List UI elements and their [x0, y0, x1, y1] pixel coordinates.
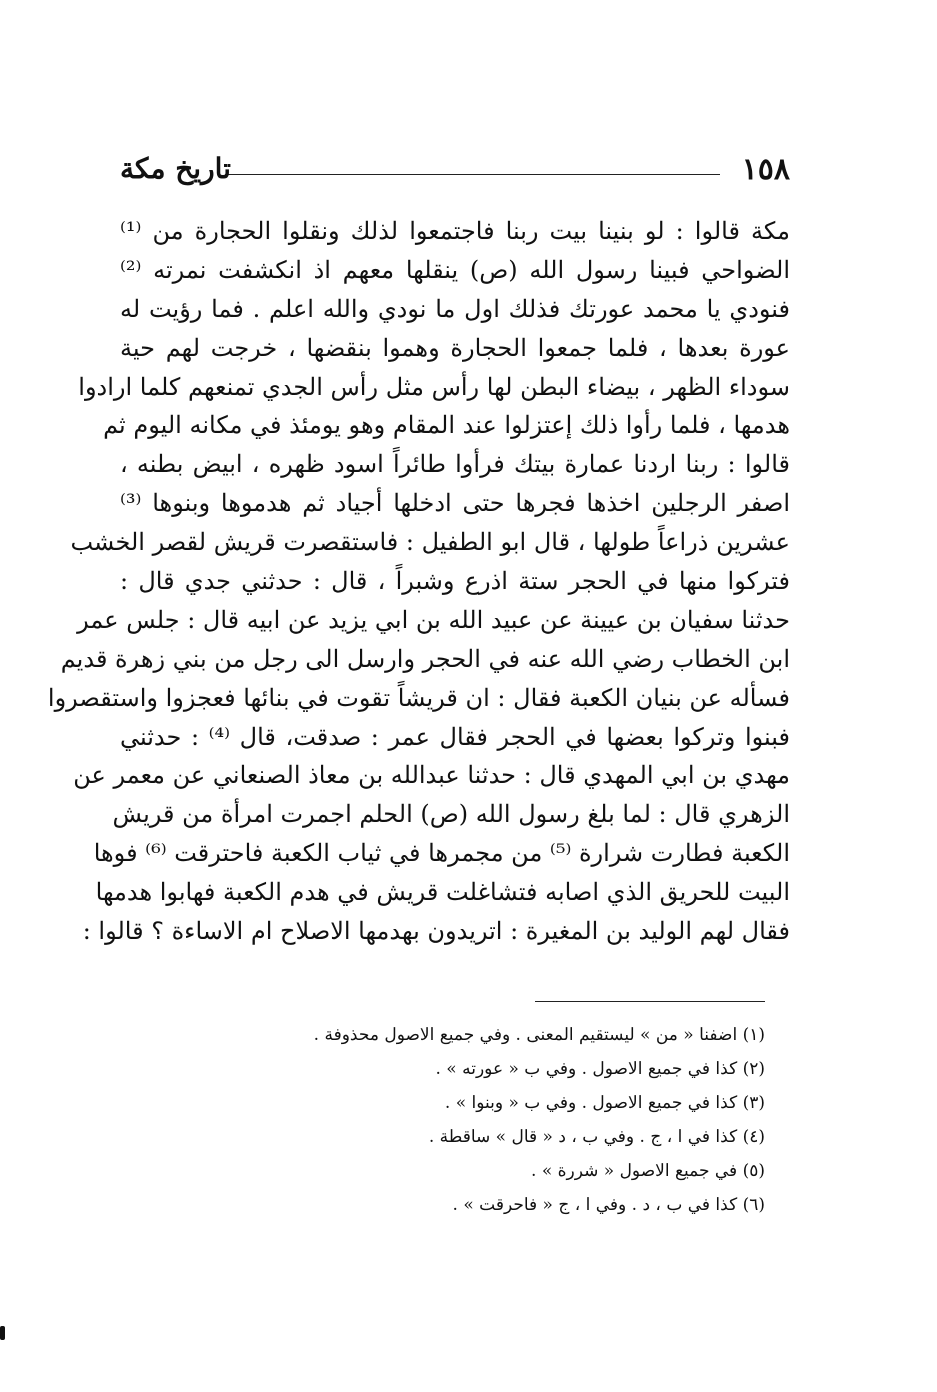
scan-margin-mark: [0, 1326, 5, 1340]
text-line: فبنوا وتركوا بعضها في الحجر فقال عمر : صدقت، قال ⁽⁴⁾ : حدثني: [120, 722, 790, 751]
footnote: (٤) كذا في ا ، ج . وفي ب ، د « قال » ساقطة .: [428, 1127, 765, 1147]
footnote: (١) اضفنا « من » ليستقيم المعنى . وفي جميع الاصول محذوفة .: [313, 1025, 765, 1045]
text-line: هدمها ، فلما رأوا ذلك إعتزلوا عند المقام وهو يومئذ في مكانه اليوم ثم: [103, 411, 790, 440]
footnote: (٢) كذا في جميع الاصول . وفي ب « عورته » .: [435, 1059, 765, 1079]
text-line: سوداء الظهر ، بيضاء البطن لها رأس مثل رأس الجدي تمنعهم كلما ارادوا: [78, 372, 790, 401]
text-line: مهدي بن ابي المهدي قال : حدثنا عبدالله بن معاذ الصنعاني عن معمر عن: [73, 761, 790, 790]
text-line: فسأله عن بنيان الكعبة فقال : ان قريشاً تقوت في بنائها فعجزوا واستقصروا: [47, 683, 790, 712]
text-line: الضواحي فبينا رسول الله (ص) ينقلها معهم اذ انكشفت نمرته ⁽²⁾: [120, 255, 790, 284]
page-number: ١٥٨: [741, 152, 790, 187]
text-line: عشرين ذراعاً طولها ، قال ابو الطفيل : فاستقصرت قريش لقصر الخشب: [70, 528, 790, 557]
footnotes: [200, 1018, 765, 1222]
footnote-separator: [535, 1001, 765, 1002]
text-line: البيت للحريق الذي اصابه فتشاغلت قريش في هدم الكعبة فهابوا هدمها: [95, 878, 790, 907]
text-line: اصفر الرجلين اخذها فجرها حتى ادخلها أجياد ثم هدموها وبنوها ⁽³⁾: [120, 489, 790, 518]
footnote: (٦) كذا في ب ، د . وفي ا ، ج « فاحرقت » .: [452, 1195, 765, 1215]
text-line: ابن الخطاب رضي الله عنه في الحجر وارسل الى رجل من بني زهرة قديم: [60, 644, 790, 673]
header-rule: [225, 174, 720, 175]
text-line: عورة بعدها ، فلما جمعوا الحجارة وهموا بنقضها ، خرجت لهم حية: [120, 333, 790, 362]
text-line: فنودي يا محمد عورتك فذلك اول ما نودي والله اعلم . فما رؤيت له: [120, 294, 790, 323]
text-line: الزهري قال : لما بلغ رسول الله (ص) الحلم اجمرت امرأة من قريش: [112, 800, 790, 829]
text-line: مكة قالوا : لو بنينا بيت ربنا فاجتمعوا لذلك ونقلوا الحجارة من ⁽¹⁾: [120, 217, 790, 245]
text-line: فتركوا منها في الحجر ستة اذرع وشبراً ، قال : حدثني جدي قال :: [120, 567, 790, 596]
text-line: فقال لهم الوليد بن المغيرة : اتريدون بهدمها الاصلاح ام الاساءة ؟ قالوا :: [82, 917, 790, 946]
page-header: [120, 150, 790, 192]
footnote: (٥) في جميع الاصول « شررة » .: [531, 1161, 765, 1181]
running-title: تاريخ مكة: [120, 152, 231, 185]
main-text: [47, 212, 790, 951]
text-line: قالوا : ربنا اردنا عمارة بيتك فرأوا طائراً اسود ظهره ، ابيض بطنه ،: [120, 450, 790, 479]
footnote: (٣) كذا في جميع الاصول . وفي ب « وبنوا » .: [444, 1093, 765, 1113]
text-line: حدثنا سفيان بن عيينة عن عبيد الله بن ابي يزيد عن ابيه قال : جلس عمر: [77, 605, 790, 634]
text-line: الكعبة فطارت شرارة ⁽⁵⁾ من مجمرها في ثياب الكعبة فاحترقت ⁽⁶⁾ فوها: [93, 839, 790, 868]
